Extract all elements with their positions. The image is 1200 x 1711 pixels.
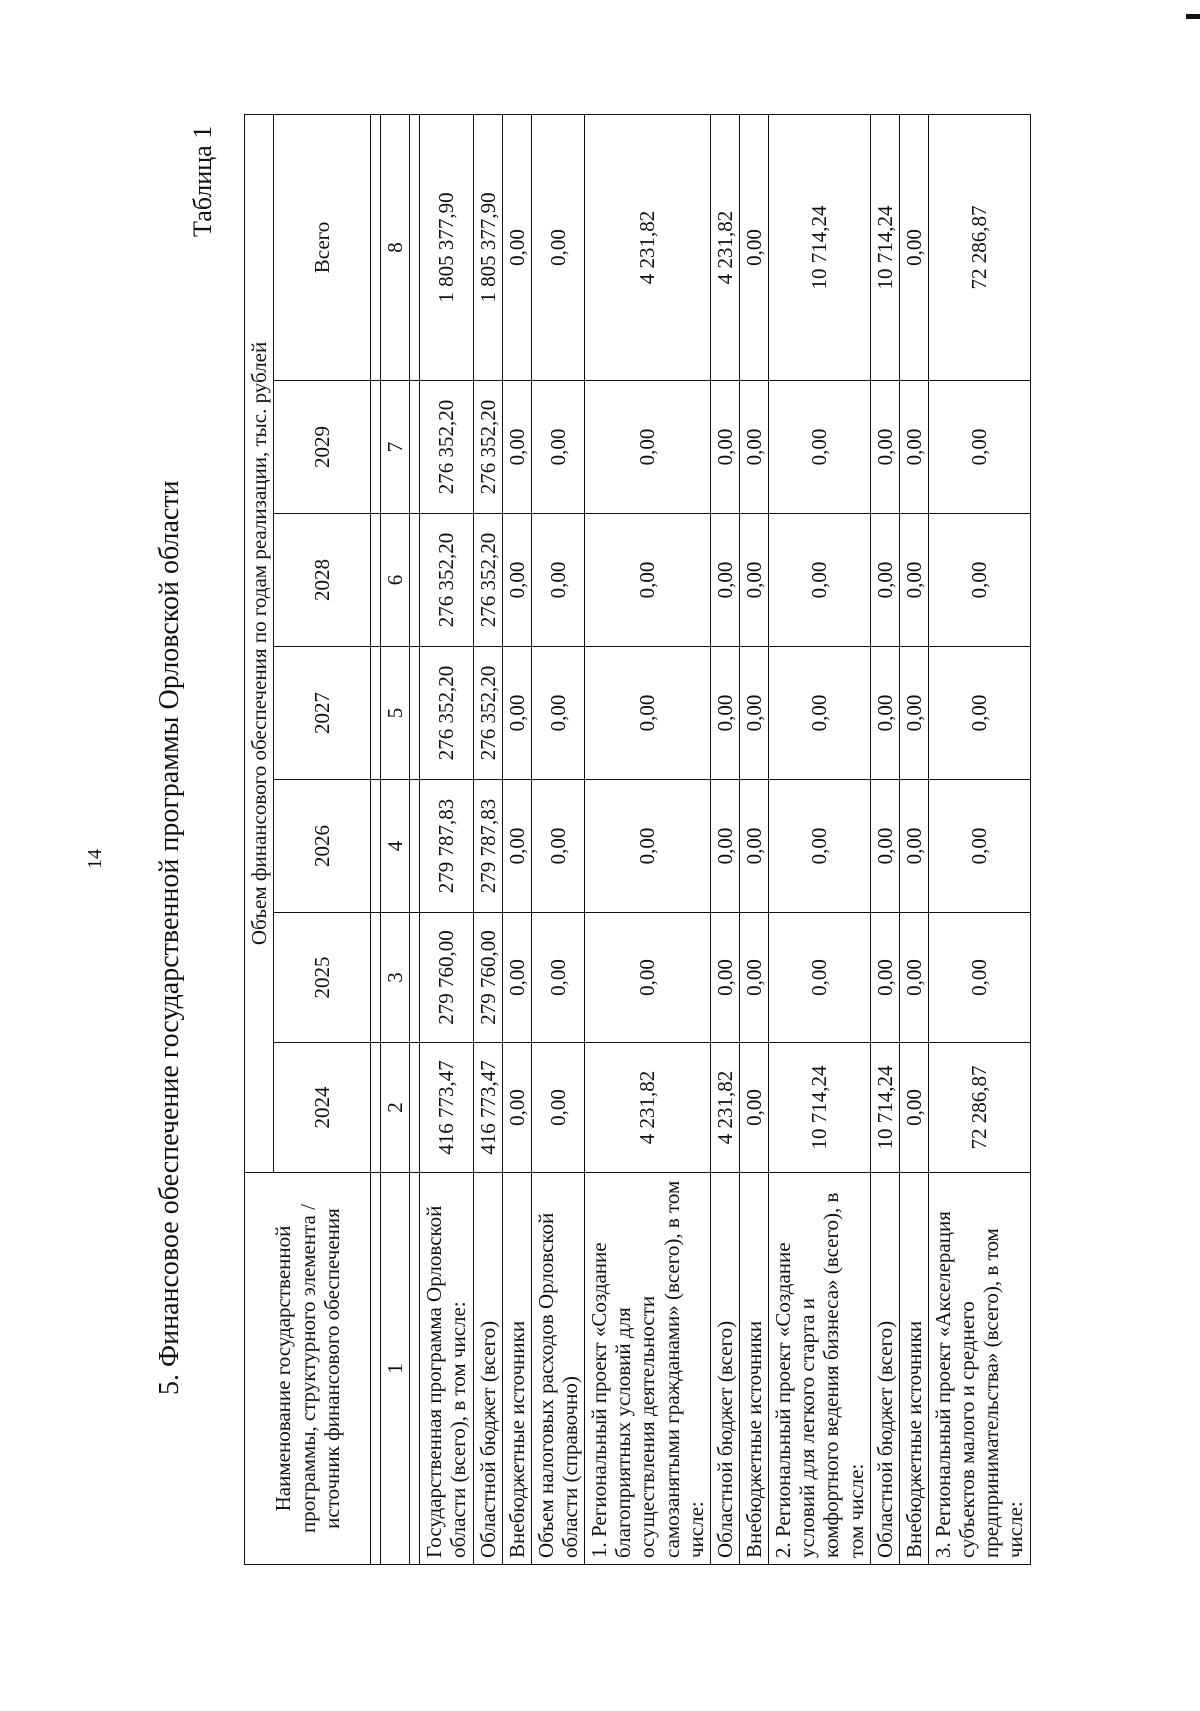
row-value: 0,00 <box>710 381 739 514</box>
number-gap <box>410 114 420 1564</box>
row-total: 10 714,24 <box>870 114 899 380</box>
row-value: 0,00 <box>769 381 871 514</box>
row-value: 0,00 <box>585 780 711 913</box>
row-value: 0,00 <box>899 913 928 1043</box>
row-value: 416 773,47 <box>473 1043 502 1173</box>
table-row <box>420 114 473 1564</box>
gap-cell <box>371 114 381 380</box>
total-header: Всего <box>274 114 371 380</box>
row-value: 279 787,83 <box>473 780 502 913</box>
table-row <box>473 114 502 1564</box>
row-value: 416 773,47 <box>420 1043 473 1173</box>
gap-cell <box>371 1043 381 1173</box>
row-value: 276 352,20 <box>420 381 473 514</box>
row-value: 276 352,20 <box>473 647 502 780</box>
row-value: 0,00 <box>502 647 531 780</box>
table-label: Таблица 1 <box>188 125 217 237</box>
gap-cell <box>410 780 420 913</box>
gap-cell <box>371 381 381 514</box>
table-row <box>502 114 531 1564</box>
financing-table <box>244 114 1031 1565</box>
row-value: 0,00 <box>899 1043 928 1173</box>
row-name: Государственная программа Орловской области (всего), в том числе: <box>420 1173 473 1565</box>
row-value: 10 714,24 <box>870 1043 899 1173</box>
year-header: 2024 <box>274 1043 371 1173</box>
row-value: 0,00 <box>585 913 711 1043</box>
row-value: 276 352,20 <box>473 381 502 514</box>
row-value: 0,00 <box>870 780 899 913</box>
row-total: 1 805 377,90 <box>473 114 502 380</box>
row-value: 0,00 <box>502 1043 531 1173</box>
row-value: 0,00 <box>531 913 584 1043</box>
row-value: 0,00 <box>928 514 1030 647</box>
row-name: 3. Региональный проект «Акселерация субъектов малого и среднего предпринимательства» (всего), в том числе: <box>928 1173 1030 1565</box>
row-value: 0,00 <box>585 514 711 647</box>
gap-cell <box>410 913 420 1043</box>
table-row <box>710 114 739 1564</box>
year-header: 2026 <box>274 780 371 913</box>
row-value: 0,00 <box>502 913 531 1043</box>
row-total: 10 714,24 <box>769 114 871 380</box>
row-total: 0,00 <box>502 114 531 380</box>
row-value: 0,00 <box>739 780 768 913</box>
row-name: 1. Региональный проект «Создание благоприятных условий для осуществления деятельности самозанятыми гражданами» (всего), в том числе: <box>585 1173 711 1565</box>
row-value: 276 352,20 <box>473 514 502 647</box>
row-value: 0,00 <box>502 381 531 514</box>
gap-cell <box>410 514 420 647</box>
row-value: 0,00 <box>870 913 899 1043</box>
row-name: Внебюджетные источники <box>899 1173 928 1565</box>
header-name: Наименование государственной программы, структурного элемента / источник финансового обеспечения <box>245 1173 371 1565</box>
row-value: 0,00 <box>928 913 1030 1043</box>
table-body <box>371 114 1030 1564</box>
col-number: 7 <box>381 381 410 514</box>
row-value: 10 714,24 <box>769 1043 871 1173</box>
row-value: 279 760,00 <box>420 913 473 1043</box>
row-value: 0,00 <box>739 647 768 780</box>
row-value: 0,00 <box>769 780 871 913</box>
header-gap <box>371 114 381 1564</box>
row-value: 0,00 <box>899 647 928 780</box>
row-total: 0,00 <box>899 114 928 380</box>
table-row <box>870 114 899 1564</box>
col-number: 2 <box>381 1043 410 1173</box>
row-value: 72 286,87 <box>928 1043 1030 1173</box>
row-value: 0,00 <box>870 514 899 647</box>
row-value: 0,00 <box>531 1043 584 1173</box>
row-name: Областной бюджет (всего) <box>870 1173 899 1565</box>
year-header: 2025 <box>274 913 371 1043</box>
row-total: 1 805 377,90 <box>420 114 473 380</box>
row-name: Внебюджетные источники <box>502 1173 531 1565</box>
row-value: 0,00 <box>899 514 928 647</box>
row-value: 0,00 <box>739 381 768 514</box>
year-header: 2029 <box>274 381 371 514</box>
row-value: 279 760,00 <box>473 913 502 1043</box>
gap-cell <box>410 381 420 514</box>
column-number-row <box>381 114 410 1564</box>
row-value: 0,00 <box>870 647 899 780</box>
row-value: 276 352,20 <box>420 514 473 647</box>
table-row <box>531 114 584 1564</box>
page-number: 14 <box>84 849 106 869</box>
gap-cell <box>410 1043 420 1173</box>
row-value: 0,00 <box>739 1043 768 1173</box>
row-total: 72 286,87 <box>928 114 1030 380</box>
row-value: 0,00 <box>531 514 584 647</box>
year-header: 2028 <box>274 514 371 647</box>
gap-cell <box>371 1173 381 1565</box>
row-value: 276 352,20 <box>420 647 473 780</box>
row-value: 0,00 <box>928 381 1030 514</box>
row-value: 0,00 <box>899 780 928 913</box>
row-total: 4 231,82 <box>585 114 711 380</box>
col-number: 3 <box>381 913 410 1043</box>
row-value: 0,00 <box>710 780 739 913</box>
row-value: 0,00 <box>710 514 739 647</box>
row-value: 279 787,83 <box>420 780 473 913</box>
row-value: 0,00 <box>928 647 1030 780</box>
row-value: 0,00 <box>531 647 584 780</box>
gap-cell <box>410 647 420 780</box>
row-value: 0,00 <box>531 381 584 514</box>
row-name: Объем налоговых расходов Орловской области (справочно) <box>531 1173 584 1565</box>
gap-cell <box>410 114 420 380</box>
row-value: 0,00 <box>928 780 1030 913</box>
col-number: 8 <box>381 114 410 380</box>
row-value: 0,00 <box>710 913 739 1043</box>
table-row <box>928 114 1030 1564</box>
row-value: 0,00 <box>585 647 711 780</box>
col-number: 6 <box>381 514 410 647</box>
row-total: 0,00 <box>739 114 768 380</box>
row-name: 2. Региональный проект «Создание условий для легкого старта и комфортного ведения бизнеса» (всего), в том числе: <box>769 1173 871 1565</box>
table-row <box>585 114 711 1564</box>
row-value: 0,00 <box>769 514 871 647</box>
row-total: 4 231,82 <box>710 114 739 380</box>
row-value: 0,00 <box>710 647 739 780</box>
table-row <box>769 114 871 1564</box>
row-value: 0,00 <box>502 514 531 647</box>
row-value: 0,00 <box>531 780 584 913</box>
gap-cell <box>371 913 381 1043</box>
col-number: 1 <box>381 1173 410 1565</box>
gap-cell <box>371 514 381 647</box>
document-title: 5. Финансовое обеспечение государственной программы Орловской области <box>154 480 185 1395</box>
row-value: 0,00 <box>769 913 871 1043</box>
gap-cell <box>410 1173 420 1565</box>
row-value: 4 231,82 <box>585 1043 711 1173</box>
col-number: 5 <box>381 647 410 780</box>
row-total: 0,00 <box>531 114 584 380</box>
year-header: 2027 <box>274 647 371 780</box>
row-value: 0,00 <box>739 514 768 647</box>
col-number: 4 <box>381 780 410 913</box>
row-value: 0,00 <box>502 780 531 913</box>
row-name: Внебюджетные источники <box>739 1173 768 1565</box>
gap-cell <box>371 780 381 913</box>
header-volume: Объем финансового обеспечения по годам реализации, тыс. рублей <box>245 114 274 1172</box>
row-value: 0,00 <box>769 647 871 780</box>
table-row <box>739 114 768 1564</box>
row-value: 0,00 <box>739 913 768 1043</box>
row-name: Областной бюджет (всего) <box>473 1173 502 1565</box>
row-value: 0,00 <box>870 381 899 514</box>
gap-cell <box>371 647 381 780</box>
table-row <box>899 114 928 1564</box>
row-name: Областной бюджет (всего) <box>710 1173 739 1565</box>
row-value: 0,00 <box>585 381 711 514</box>
row-value: 0,00 <box>899 381 928 514</box>
row-value: 4 231,82 <box>710 1043 739 1173</box>
